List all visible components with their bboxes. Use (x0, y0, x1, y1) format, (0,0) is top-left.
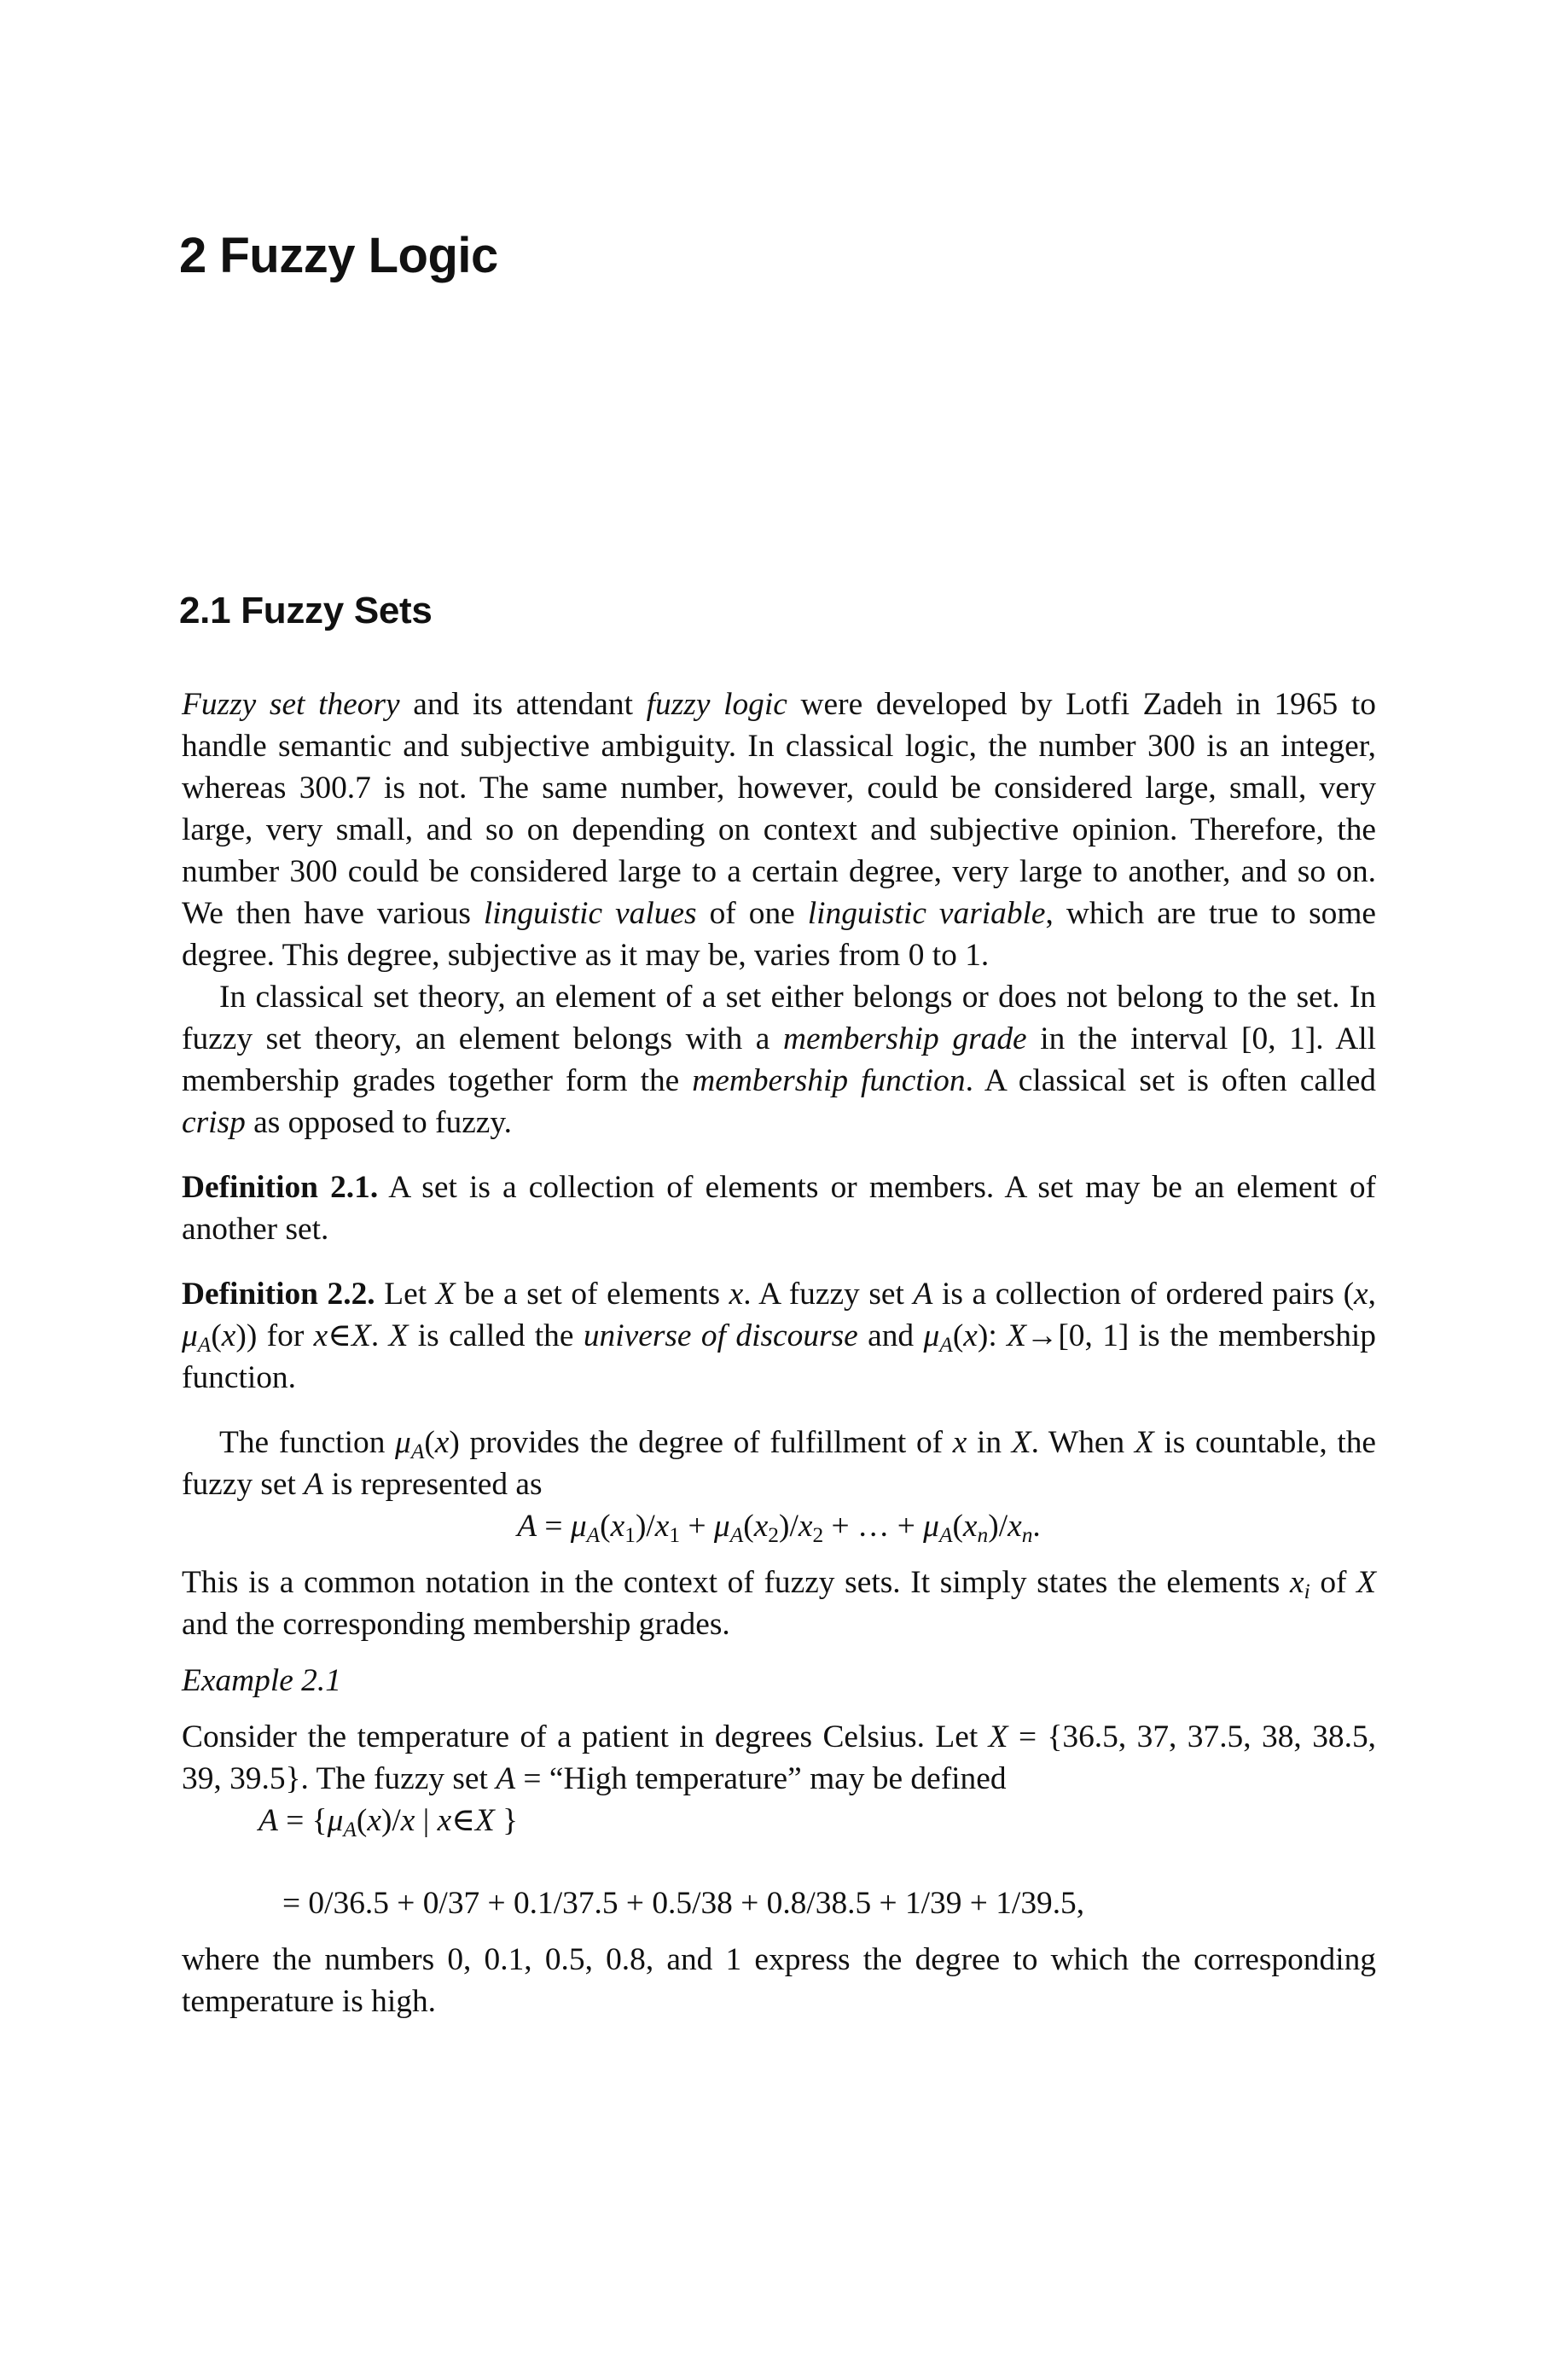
paragraph-conclusion: where the numbers 0, 0.1, 0.5, 0.8, and 1 express the degree to which the corresponding temperature is high. (182, 1942, 1376, 2019)
section-title: 2.1 Fuzzy Sets (179, 590, 433, 631)
equation-set-definition: $A = \{\mu_A(x)/x$ | x∈X } (258, 1803, 519, 1842)
paragraph-function: The function $\mu_A(x)$ provides the degree of fulfillment of x in X. When X is countable, the fuzzy set A is represented as (182, 1425, 1376, 1502)
paragraph-notation: This is a common notation in the context of fuzzy sets. It simply states the elements $x_i$ of X and the corresponding membership grades. (182, 1565, 1377, 1642)
body-text (182, 684, 1376, 2022)
paragraph-intro: Fuzzy set theory and its attendant fuzzy logic were developed by Lotfi Zadeh in 1965 to handle semantic and subjective ambiguity. In classical logic, the number 300 is an integer, whereas 300.7 is not. The same number, however, could be considered large, small, very large, very small, and so on depending on context and subjective opinion. Therefore, the number 300 could be considered large to a certain degree, very large to another, and so on. We then have various linguistic values of one linguistic variable, which are true to some degree. This degree, subjective as it may be, varies from 0 to 1. (182, 687, 1376, 973)
paragraph-classical-set-theory: In classical set theory, an element of a set either belongs or does not belong to the set. In fuzzy set theory, an element belongs with a membership grade in the interval [0, 1]. All membership grades together form the membership function. A classical set is often called crisp as opposed to fuzzy. (182, 980, 1376, 1140)
definition-2-1: Definition 2.1. A set is a collection of elements or members. A set may be an element of another set. (182, 1170, 1376, 1247)
equation-set-values: = 0/36.5 + 0/37 + 0.1/37.5 + 0.5/38 + 0.8/38.5 + 1/39 + 1/39.5, (282, 1886, 1085, 1921)
paragraph-example: Consider the temperature of a patient in degrees Celsius. Let X = {36.5, 37, 37.5, 38, 38.5, 39, 39.5}. The fuzzy set A = “High temperature” may be defined (182, 1719, 1376, 1796)
definition-2-2: Definition 2.2. Let X be a set of elements x. A fuzzy set A is a collection of ordered pairs (x, $\mu_A(x)$) for x∈X. X is called the universe of discourse and $\mu_A(x)$: X→[0, 1] is the membership function. (182, 1277, 1377, 1395)
example-label: Example 2.1 (182, 1663, 341, 1698)
equation-fuzzy-set-notation: $A = \mu_A(x_1)/x_1 + \mu_A(x_2)/x_2$ + … + $\mu_A(x_n)/x_n$. (517, 1509, 1041, 1548)
chapter-title: 2 Fuzzy Logic (179, 228, 498, 283)
